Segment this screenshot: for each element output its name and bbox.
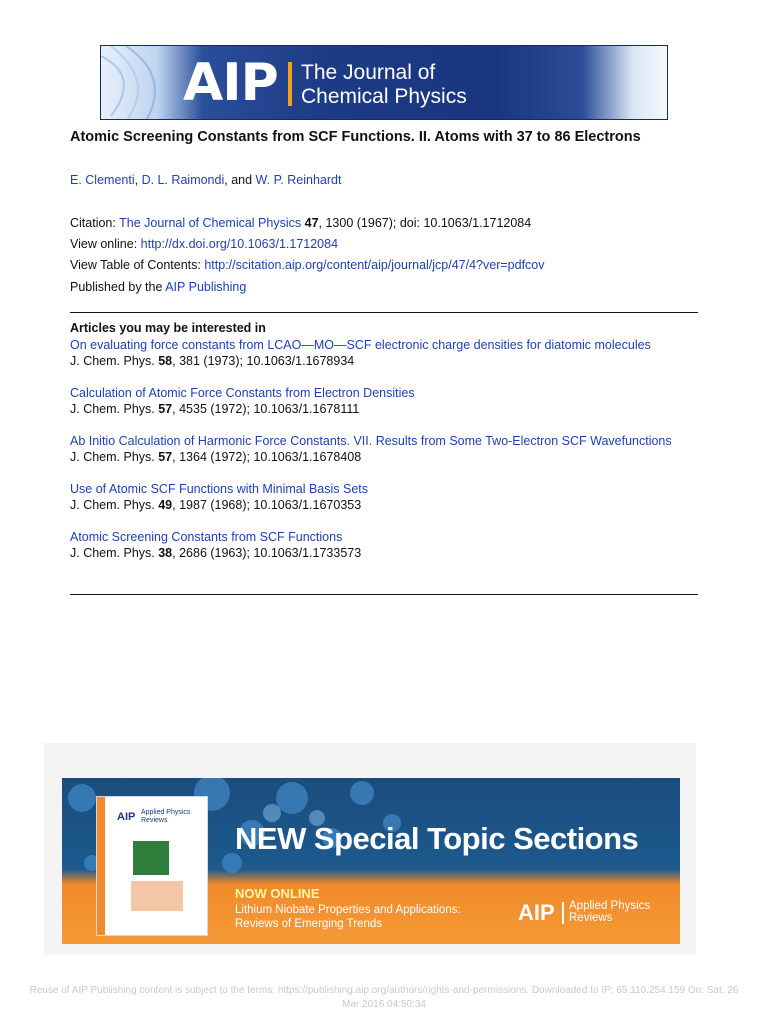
related-item (70, 529, 700, 561)
related-details: , 1987 (1968); 10.1063/1.1670353 (172, 498, 362, 512)
divider-top (70, 312, 698, 313)
author-link[interactable]: W. P. Reinhardt (255, 173, 342, 187)
author-separator: , (134, 173, 142, 187)
reuse-notice (0, 984, 768, 1012)
related-journal: J. Chem. Phys. (70, 498, 159, 512)
cover-strip (97, 797, 105, 935)
cover-journal-name: Applied Physics Reviews (141, 809, 191, 824)
related-details: , 381 (1973); 10.1063/1.1678934 (172, 354, 355, 368)
citation-line (70, 215, 531, 231)
citation-volume: 47 (304, 216, 319, 230)
author-link[interactable]: E. Clementi (70, 173, 135, 187)
cover-figure (133, 841, 169, 875)
related-title-link[interactable]: Atomic Screening Constants from SCF Functions (70, 530, 343, 544)
related-volume: 49 (158, 498, 173, 512)
related-item (70, 385, 700, 417)
journal-header-banner (100, 45, 668, 120)
related-title-link[interactable]: Calculation of Atomic Force Constants from Electron Densities (70, 386, 415, 400)
article-title: Atomic Screening Constants from SCF Functions. II. Atoms with 37 to 86 Electrons (70, 129, 641, 145)
reuse-notice-line1: Reuse of AIP Publishing content is subject to the terms: https://publishing.aip.org/authors/rights-and-permissions. Downloaded to IP: 65.110.254.159 On: Sat, 26 (29, 985, 739, 996)
ad-journal-name-line1: Applied Physics (569, 900, 651, 912)
ad-headline: NEW Special Topic Sections (235, 821, 639, 856)
related-item (70, 433, 700, 465)
view-online-link[interactable]: http://dx.doi.org/10.1063/1.1712084 (140, 237, 339, 251)
ad-logo-divider (562, 902, 564, 924)
related-title-link[interactable]: On evaluating force constants from LCAO—MO—SCF electronic charge densities for diatomic molecules (70, 338, 651, 352)
journal-name-line1: The Journal of (301, 61, 436, 84)
ad-journal-name-line2: Reviews (569, 912, 613, 924)
related-item (70, 481, 700, 513)
related-journal: J. Chem. Phys. (70, 402, 159, 416)
ad-subtitle (235, 903, 461, 931)
related-title-link[interactable]: Use of Atomic SCF Functions with Minimal Basis Sets (70, 482, 369, 496)
related-volume: 38 (158, 546, 173, 560)
related-journal: J. Chem. Phys. (70, 450, 159, 464)
view-online-line (70, 236, 338, 252)
related-details: , 2686 (1963); 10.1063/1.1733573 (172, 546, 362, 560)
journal-name-line2: Chemical Physics (301, 85, 467, 108)
ad-subtitle-line1: Lithium Niobate Properties and Applications: (235, 904, 461, 916)
citation-details: , 1300 (1967); doi: 10.1063/1.1712084 (318, 216, 532, 230)
journal-cover-image (96, 796, 208, 936)
ad-subtitle-line2: Reviews of Emerging Trends (235, 918, 383, 930)
ad-journal-name (569, 900, 650, 924)
divider-bottom (70, 594, 698, 595)
related-title-link[interactable]: Ab Initio Calculation of Harmonic Force Constants. VII. Results from Some Two-Electron SCF Wavefunctions (70, 434, 672, 448)
author-separator: , and (224, 173, 256, 187)
ad-now-online: NOW ONLINE (235, 886, 320, 901)
publisher-link[interactable]: AIP Publishing (165, 280, 247, 294)
related-journal: J. Chem. Phys. (70, 354, 159, 368)
author-link[interactable]: D. L. Raimondi (141, 173, 225, 187)
related-heading: Articles you may be interested in (70, 321, 266, 335)
related-item (70, 337, 700, 369)
toc-link[interactable]: http://scitation.aip.org/content/aip/journal/jcp/47/4?ver=pdfcov (204, 258, 545, 272)
view-online-label: View online: (70, 237, 141, 251)
related-articles-list (70, 337, 700, 577)
journal-name (301, 61, 467, 109)
cover-figure (131, 881, 183, 911)
citation-journal-link[interactable]: The Journal of Chemical Physics (119, 216, 302, 230)
aip-logo-text: AIP (183, 53, 278, 113)
toc-line (70, 257, 545, 273)
related-details: , 4535 (1972); 10.1063/1.1678111 (172, 402, 360, 416)
author-list (70, 172, 341, 188)
cover-aip-logo: AIP (117, 811, 136, 823)
swirl-decoration (101, 46, 191, 120)
related-volume: 57 (158, 402, 173, 416)
logo-divider (288, 62, 292, 106)
related-journal: J. Chem. Phys. (70, 546, 159, 560)
related-details: , 1364 (1972); 10.1063/1.1678408 (172, 450, 362, 464)
ad-aip-logo: AIP (518, 900, 555, 925)
published-line (70, 279, 246, 295)
published-label: Published by the (70, 280, 166, 294)
related-volume: 57 (158, 450, 173, 464)
citation-label: Citation: (70, 216, 120, 230)
related-volume: 58 (158, 354, 173, 368)
toc-label: View Table of Contents: (70, 258, 205, 272)
reuse-notice-line2: Mar 2016 04:50:34 (342, 999, 426, 1010)
advertisement-banner[interactable] (62, 778, 680, 944)
